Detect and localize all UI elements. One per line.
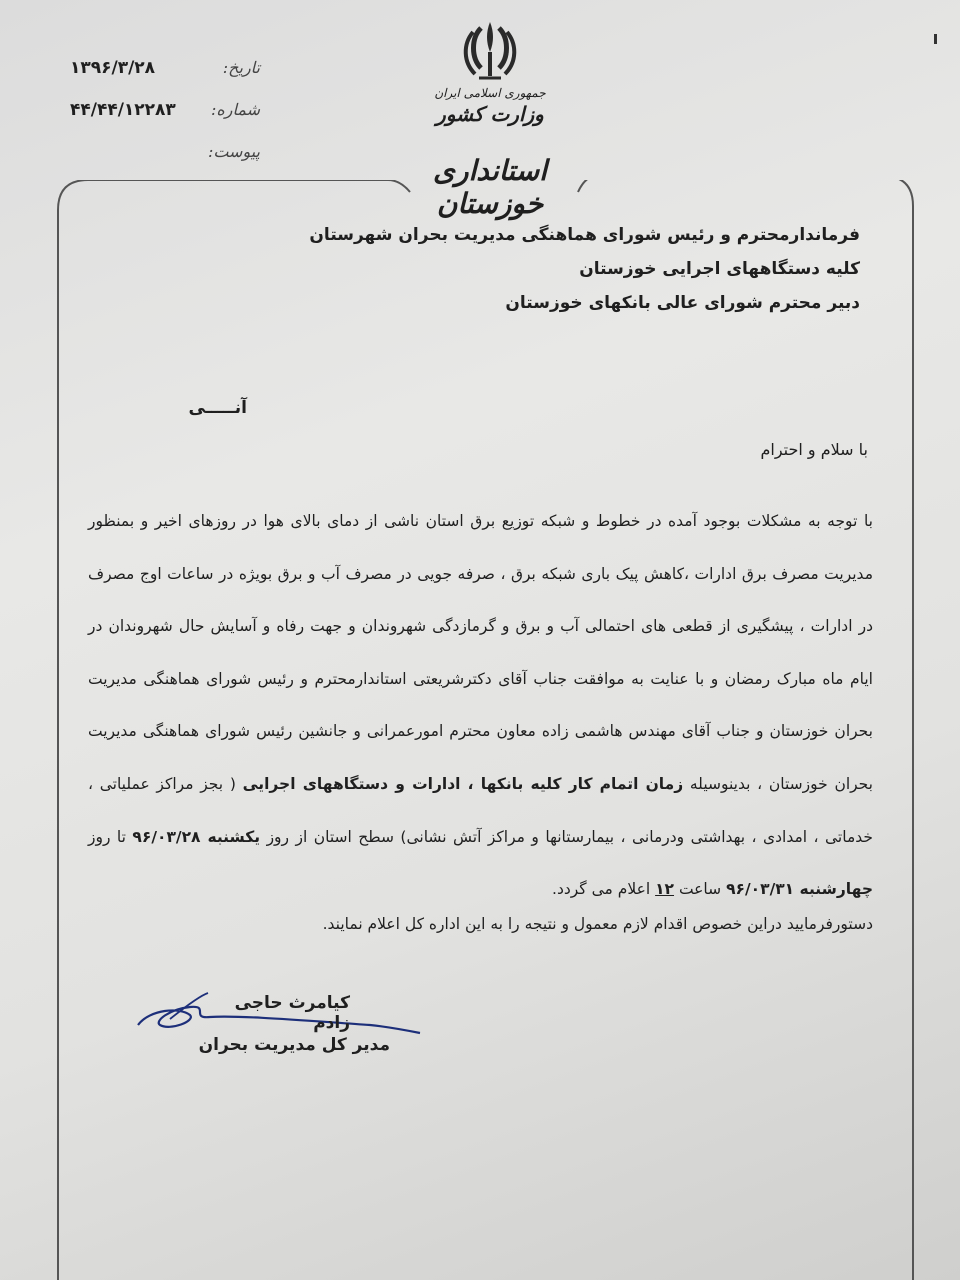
letter-meta <box>60 58 260 184</box>
attachment-label: پیوست: <box>207 142 260 161</box>
closing-sentence: دستورفرمایید دراین خصوص اقدام لازم معمول و نتیجه را به این اداره کل اعلام نمایند. <box>322 915 873 933</box>
date-row <box>60 58 260 100</box>
number-row <box>60 100 260 142</box>
body-bold-text: زمان اتمام کار کلیه بانکها ، ادارات و دستگاههای اجرایی <box>242 774 684 793</box>
signatory-title: مدیر کل مدیریت بحران <box>198 1035 390 1055</box>
body-text-part: اعلام می گردد. <box>552 880 656 899</box>
body-bold-text: چهارشنبه ۹۶/۰۳/۳۱ <box>726 880 873 899</box>
attachment-row <box>60 142 260 184</box>
body-text-part: با توجه به مشکلات بوجود آمده در خطوط و شبکه توزیع برق استان ناشی از دمای بالای هوا در روزهای اخیر و بمنظور مدیریت مصرف برق ادارات ،کاهش پیک باری شبکه برق ، صرفه جویی در مصرف آب و برق بویژه در ساعات اوج مصرف در ادارات ، پیشگیری از قطعی های احتمالی آب و برق و گرمازدگی شهروندان و جهت رفاه و آسایش حال شهروندان در ایام ماه مبارک رمضان و با عنایت به موافقت جناب آقای دکترشریعتی استاندارمحترم و رئیس شورای هماهنگی مدیریت بحران خوزستان و جناب آقای مهندس هاشمی زاده معاون محترم امورعمرانی و جانشین رئیس شورای هماهنگی مدیریت بحران خوزستان ، بدینوسیله <box>88 512 873 793</box>
page-corner-mark <box>932 30 942 42</box>
recipient-line: دبیر محترم شورای عالی بانکهای خوزستان <box>505 293 860 313</box>
signatory-name: کیامرث حاجی زادم <box>234 993 350 1033</box>
date-value: ۱۳۹۶/۳/۲۸ <box>70 58 156 78</box>
number-value: ۴۴/۴۴/۱۲۲۸۳ <box>70 100 176 120</box>
iran-emblem-icon <box>459 18 521 84</box>
body-text-part: تا روز <box>88 827 133 846</box>
government-name: جمهوری اسلامی ایران <box>434 86 546 100</box>
province-name: استانداری خوزستان <box>433 154 547 220</box>
ministry-name: وزارت کشور <box>436 102 544 126</box>
greeting: با سلام و احترام <box>760 440 868 459</box>
body-text-part: ساعت <box>674 880 727 899</box>
body-text-part: ( بجز مراکز عملیاتی ، خدماتی ، امدادی ، بهداشتی ودرمانی ، بیمارستانها و مراکز آتش نشانی) سطح استان از روز <box>88 774 873 846</box>
body-bold-text: یکشنبه ۹۶/۰۳/۲۸ <box>132 827 261 846</box>
letter-body <box>88 495 873 916</box>
recipients-block <box>300 218 860 320</box>
subject-urgent: آنـــــی <box>188 398 247 418</box>
date-label: تاریخ: <box>222 58 260 77</box>
recipient-line: کلیه دستگاههای اجرایی خوزستان <box>579 259 860 279</box>
recipient-line: فرماندارمحترم و رئیس شورای هماهنگی مدیریت بحران شهرستان <box>309 225 860 245</box>
number-label: شماره: <box>210 100 260 119</box>
body-bold-hour: ۱۲ <box>655 880 675 899</box>
